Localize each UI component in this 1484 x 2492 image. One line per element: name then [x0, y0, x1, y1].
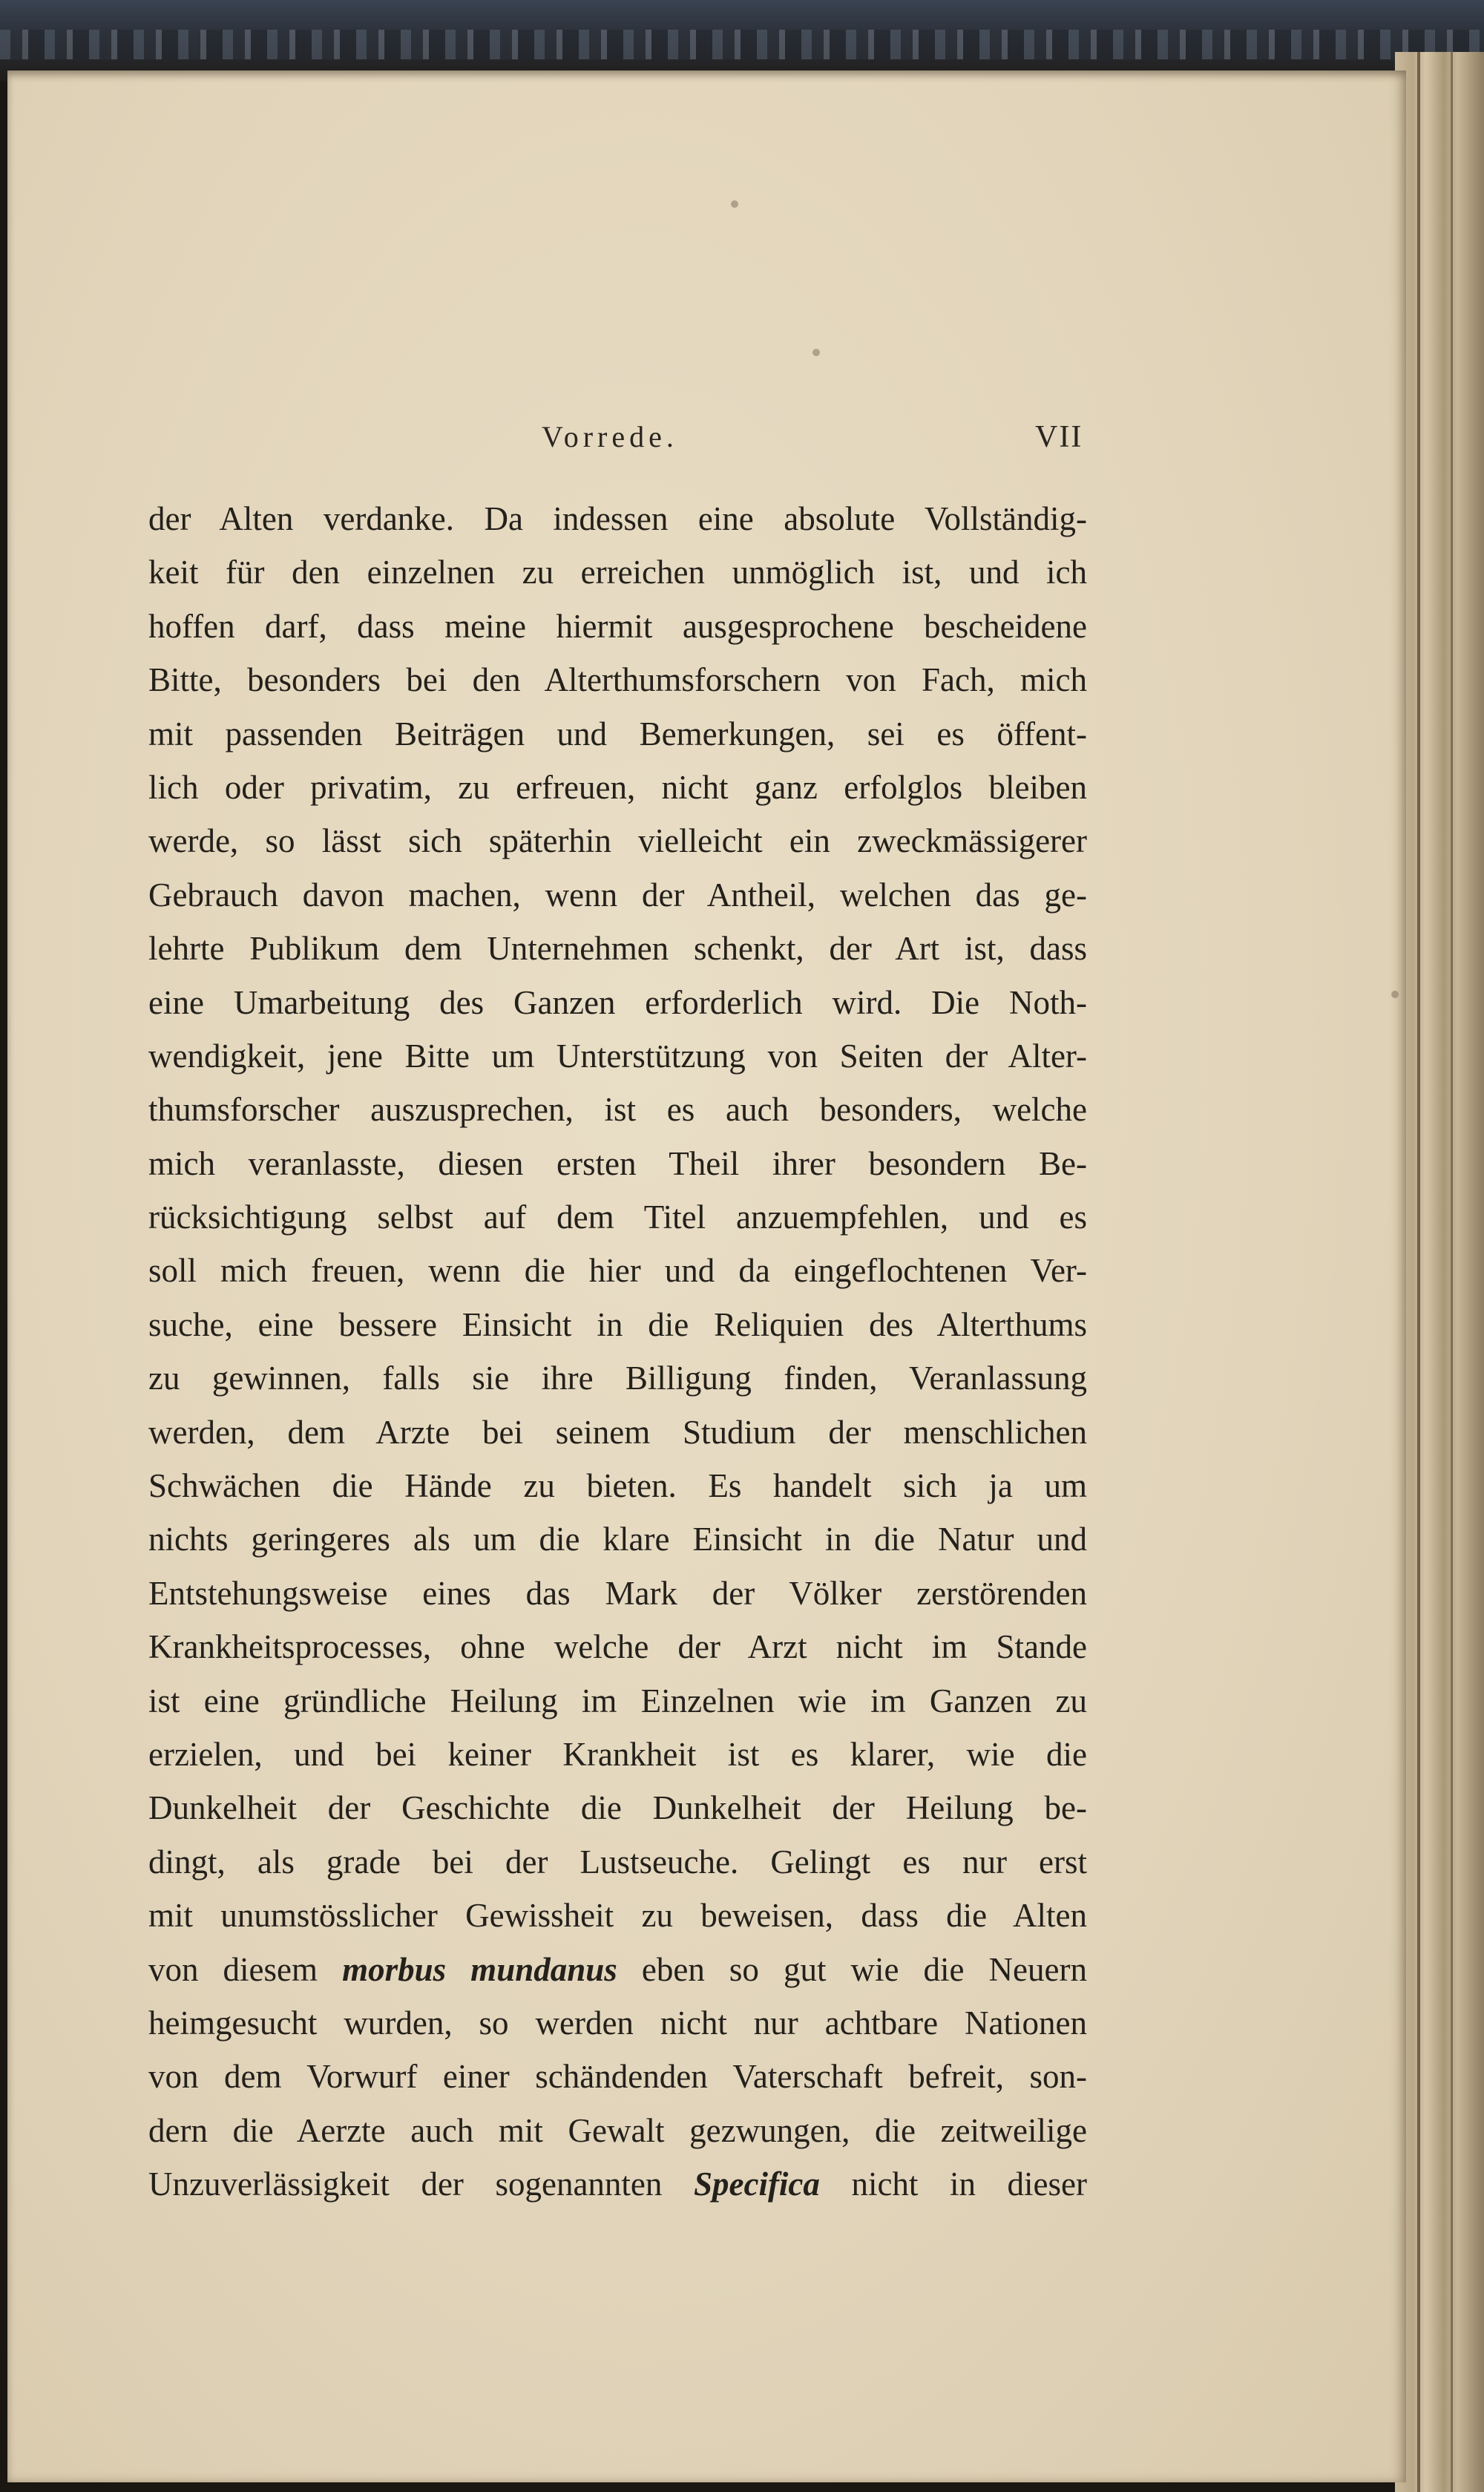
text-line: der Alten verdanke. Da indessen eine absolute Vollständig- — [148, 500, 1087, 537]
text-line: lehrte Publikum dem Unternehmen schenkt, der Art ist, dass — [148, 930, 1087, 968]
book-binding — [0, 0, 1484, 82]
running-title: Vorrede. — [542, 420, 678, 453]
page-number: VII — [1035, 420, 1083, 454]
italic-term: Specifica — [693, 2165, 820, 2203]
text-line: Bitte, besonders bei den Alterthumsforschern von Fach, mich — [148, 661, 1087, 699]
text-line-with-italic — [148, 1943, 1087, 1996]
text-line: Gebrauch davon machen, wenn der Antheil, welchen das ge- — [148, 876, 1087, 914]
text-line: mich veranlasste, diesen ersten Theil ihrer besondern Be- — [148, 1144, 1087, 1182]
book-page — [7, 71, 1406, 2482]
page-edges — [1395, 52, 1484, 2492]
text-line: ist eine gründliche Heilung im Einzelnen wie im Ganzen zu — [148, 1682, 1087, 1719]
paper-speck — [731, 200, 738, 208]
text-line: Entstehungsweise eines das Mark der Völker zerstörenden — [148, 1574, 1087, 1612]
text-segment: von diesem — [148, 1950, 343, 1988]
text-line: mit passenden Beiträgen und Bemerkungen, sei es öffent- — [148, 715, 1087, 752]
text-line: lich oder privatim, zu erfreuen, nicht ganz erfolglos bleiben — [148, 768, 1087, 806]
text-line: rücksichtigung selbst auf dem Titel anzuempfehlen, und es — [148, 1199, 1087, 1236]
text-line: keit für den einzelnen zu erreichen unmöglich ist, und ich — [148, 554, 1087, 591]
italic-term: morbus mundanus — [342, 1950, 617, 1988]
text-line: wendigkeit, jene Bitte um Unterstützung von Seiten der Alter- — [148, 1037, 1087, 1075]
text-line: nichts geringeres als um die klare Einsicht in die Natur und — [148, 1521, 1087, 1558]
text-line: soll mich freuen, wenn die hier und da eingeflochtenen Ver- — [148, 1252, 1087, 1290]
running-head — [7, 419, 1406, 464]
text-line: zu gewinnen, falls sie ihre Billigung finden, Veranlassung — [148, 1360, 1087, 1397]
text-line: heimgesucht wurden, so werden nicht nur achtbare Nationen — [148, 2004, 1087, 2042]
text-line: thumsforscher auszusprechen, ist es auch besonders, welche — [148, 1091, 1087, 1129]
text-line-with-italic — [148, 2157, 1087, 2211]
paper-speck — [812, 349, 820, 356]
text-line: dingt, als grade bei der Lustseuche. Gelingt es nur erst — [148, 1843, 1087, 1881]
text-line: Schwächen die Hände zu bieten. Es handelt sich ja um — [148, 1467, 1087, 1505]
text-line: werden, dem Arzte bei seinem Studium der menschlichen — [148, 1413, 1087, 1451]
text-segment: nicht in dieser — [819, 2165, 1087, 2203]
text-line: dern die Aerzte auch mit Gewalt gezwungen, die zeitweilige — [148, 2111, 1087, 2149]
paper-speck — [1391, 991, 1399, 998]
body-text — [148, 492, 1087, 2211]
text-segment: Unzuverlässigkeit der sogenannten — [148, 2165, 694, 2203]
text-segment: eben so gut wie die Neuern — [617, 1950, 1087, 1988]
text-line: hoffen darf, dass meine hiermit ausgesprochene bescheidene — [148, 607, 1087, 645]
text-line: eine Umarbeitung des Ganzen erforderlich wird. Die Noth- — [148, 983, 1087, 1021]
text-line: mit unumstösslicher Gewissheit zu beweisen, dass die Alten — [148, 1897, 1087, 1935]
text-line: werde, so lässt sich späterhin vielleicht ein zweckmässigerer — [148, 822, 1087, 860]
text-line: von dem Vorwurf einer schändenden Vaterschaft befreit, son- — [148, 2058, 1087, 2096]
text-line: Dunkelheit der Geschichte die Dunkelheit der Heilung be- — [148, 1789, 1087, 1827]
text-line: erzielen, und bei keiner Krankheit ist es klarer, wie die — [148, 1735, 1087, 1773]
text-line: suche, eine bessere Einsicht in die Reliquien des Alterthums — [148, 1305, 1087, 1343]
text-line: Krankheitsprocesses, ohne welche der Arzt nicht im Stande — [148, 1628, 1087, 1666]
